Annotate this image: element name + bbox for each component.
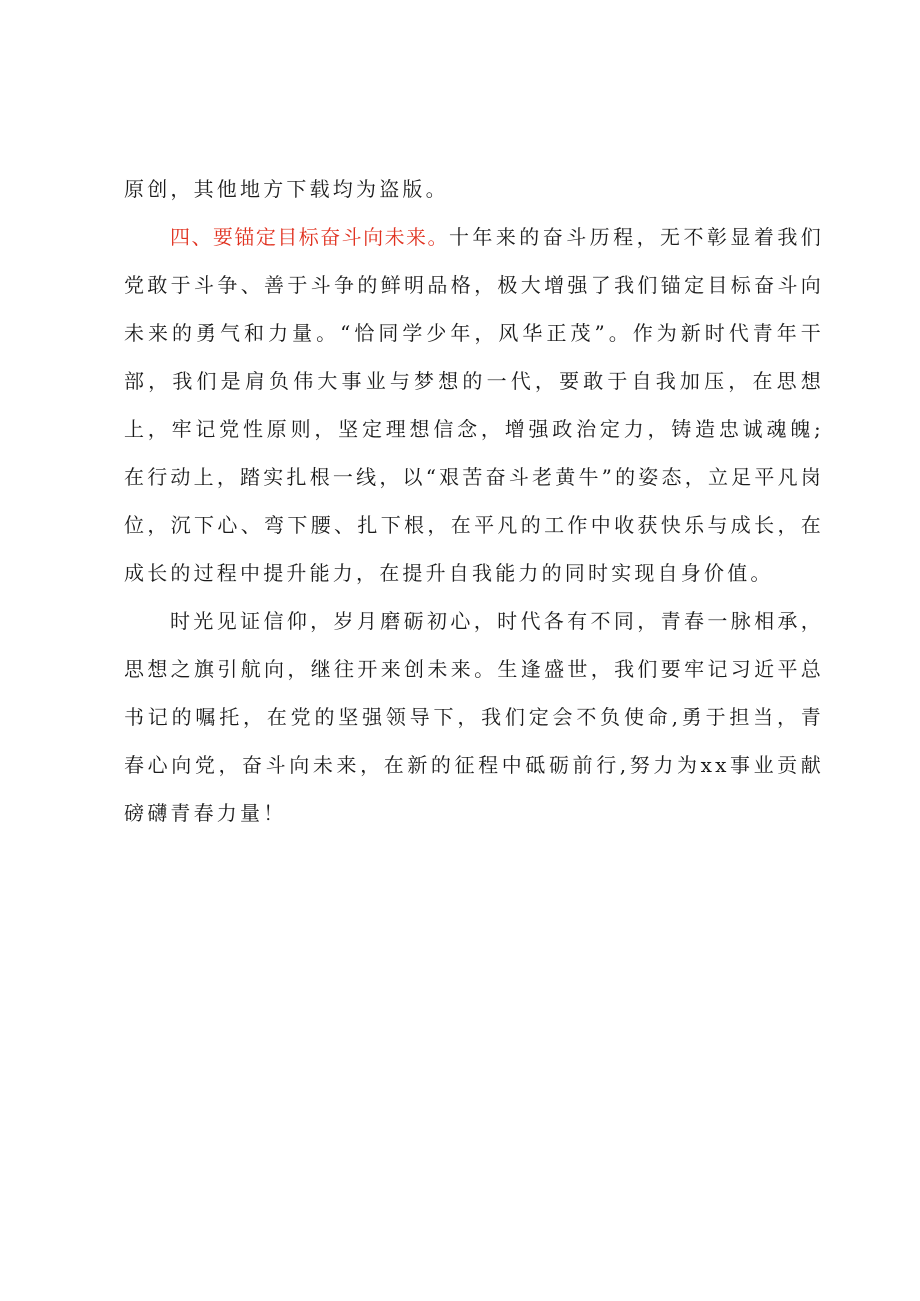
paragraph-text: 十年来的奋斗历程，无不彰显着我们党敢于斗争、善于斗争的鲜明品格，极大增强了我们锚定目标奋斗向未来的勇气和力量。“恰同学少年，风华正茂”。作为新时代青年干部，我们是肩负伟大事业与梦想的一代，要敢于自我加压，在思想上，牢记党性原则，坚定理想信念，增强政治定力，铸造忠诚魂魄;在行动上，踏实扎根一线，以“艰苦奋斗老黄牛”的姿态，立足平凡岗位，沉下心、弯下腰、扎下根，在平凡的工作中收获快乐与成长，在成长的过程中提升能力，在提升自我能力的同时实现自身价值。 xyxy=(124,225,824,585)
document-body xyxy=(124,165,824,837)
paragraph-text: 时光见证信仰，岁月磨砺初心，时代各有不同，青春一脉相承，思想之旗引航向，继往开来创未来。生逢盛世，我们要牢记习近平总书记的嘱托，在党的坚强领导下，我们定会不负使命,勇于担当，青春心向党，奋斗向未来，在新的征程中砥砺前行,努力为xx事业贡献磅礴青春力量！ xyxy=(124,609,824,825)
paragraph-text: 原创，其他地方下载均为盗版。 xyxy=(124,177,449,201)
paragraph-section-four xyxy=(124,213,824,597)
paragraph-continuation xyxy=(124,165,824,213)
section-heading: 四、要锚定目标奋斗向未来。 xyxy=(170,225,449,249)
paragraph-conclusion xyxy=(124,597,824,837)
